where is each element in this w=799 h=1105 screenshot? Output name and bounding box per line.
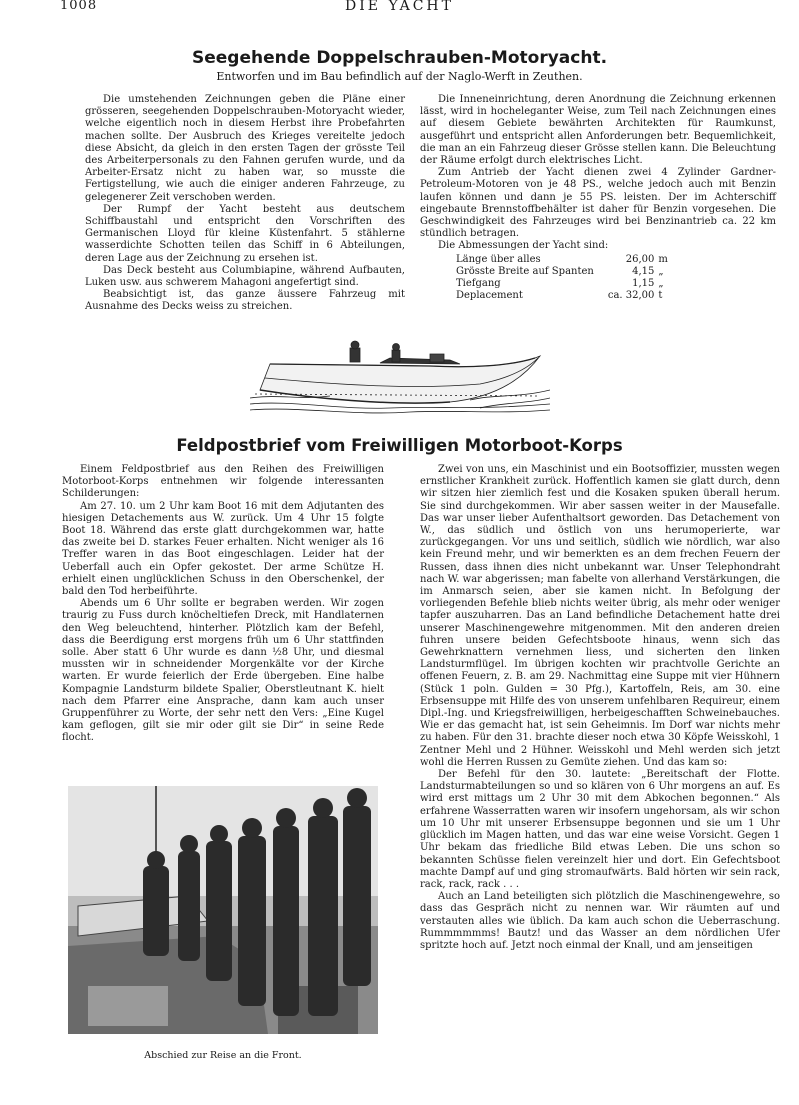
article1-column-left bbox=[85, 94, 405, 314]
paragraph: Am 27. 10. um 2 Uhr kam Boot 16 mit dem Adjutanten des hiesigen Detachements aus W. zurück. Um 4 Uhr 15 folgte Boot 18. Während das erste glatt durchgekommen war, hatte das zweite bei D. starkes Feuer erhalten. Nicht weniger als 16 Treffer waren in das Boot eingeschlagen. Leider hat der Ueberfall auch ein Opfer gekostet. Der arme Schütze H. erhielt einen unglücklichen Schuss in den Oberschenkel, der bald den Tod herbeiführte. bbox=[62, 500, 384, 598]
article2-title: Feldpostbrief vom Freiwilligen Motorboot-Korps bbox=[176, 436, 623, 455]
dimension-label: Tiefgang bbox=[456, 277, 501, 289]
dimension-unit: „ bbox=[658, 265, 664, 277]
dimension-row bbox=[456, 266, 668, 278]
paragraph: Der Rumpf der Yacht besteht aus deutschem Schiffbaustahl und entspricht den Vorschriften des Germanischen Lloyd für kleine Küstenfahrt. 5 stählerne wasserdichte Schotten teilen das Schiff in 6 Abteilungen, deren Lage aus der Zeichnung zu ersehen ist. bbox=[85, 203, 405, 264]
paragraph: Beabsichtigt ist, das ganze äussere Fahrzeug mit Ausnahme des Decks weiss zu streichen. bbox=[85, 289, 405, 313]
paragraph: Abends um 6 Uhr sollte er begraben werden. Wir zogen traurig zu Fuss durch knöcheltiefen Dreck, mit Handlaternen den Weg beleuchtend, hinterher. Plötzlich kam der Befehl, dass die Beerdigung erst morgens früh um 6 Uhr stattfinden solle. Aber statt 6 Uhr wurde es dann ½8 Uhr, und diesmal mussten wir in schneidender Morgenkälte vor der Kirche warten. Er wurde feierlich der Erde übergeben. Eine halbe Kompagnie Landsturm bildete Spalier, Oberstleutnant K. hielt nach dem Pfarrer eine Ansprache, dann kam auch unser Gruppenführer zu Worte, der sehr nett den Vers: „Eine Kugel kam geflogen, gilt sie mir oder gilt sie Dir“ in seine Rede flocht. bbox=[62, 598, 384, 744]
motorboat-illustration bbox=[250, 338, 550, 416]
dimension-label: Deplacement bbox=[456, 289, 523, 301]
dimension-row bbox=[456, 254, 668, 266]
dimension-row bbox=[456, 290, 668, 302]
article2-column-left bbox=[62, 464, 384, 745]
article2-column-right bbox=[420, 464, 780, 952]
dimension-value: 4,15 bbox=[632, 265, 655, 277]
soldiers-photo bbox=[68, 786, 378, 1034]
paragraph: Der Befehl für den 30. lautete: „Bereitschaft der Flotte. Landsturmabteilungen so und so klären von 6 Uhr morgens an auf. Es wird erst mittags um 2 Uhr 30 mit dem Abkochen begonnen.“ Als erfahrene Wasserratten waren wir insofern ungehorsam, als wir schon um 10 Uhr mit unserer Erbsensuppe begonnen und sie um 1 Uhr glücklich im Magen hatten, und das war eine weise Vorsicht. Gegen 1 Uhr bekam das friedliche Bild etwas Leben. Die uns schon so bekannten Schüsse fielen vereinzelt hier und dort. Ein Gefechtsboot machte Dampf auf und ging stromaufwärts. Bald hörten wir sein rack, rack, rack, rack . . . bbox=[420, 769, 780, 890]
dimension-unit: t bbox=[658, 289, 663, 301]
photo-caption: Abschied zur Reise an die Front. bbox=[144, 1050, 302, 1061]
dimension-label: Grösste Breite auf Spanten bbox=[456, 265, 594, 277]
dimension-label: Länge über alles bbox=[456, 253, 541, 265]
paragraph: Das Deck besteht aus Columbiapine, während Aufbauten, Luken usw. aus schwerem Mahagoni angefertigt sind. bbox=[85, 264, 405, 289]
paragraph: Einem Feldpostbrief aus den Reihen des Freiwilligen Motorboot-Korps entnehmen wir folgende interessanten Schilderungen: bbox=[62, 464, 384, 500]
dimension-value: 26,00 bbox=[625, 253, 655, 265]
article1-subtitle: Entworfen und im Bau befindlich auf der Naglo-Werft in Zeuthen. bbox=[216, 70, 583, 83]
dimension-value: 1,15 bbox=[632, 277, 655, 289]
article1-title: Seegehende Doppelschrauben-Motoryacht. bbox=[191, 48, 608, 68]
paragraph: Die umstehenden Zeichnungen geben die Pläne einer grösseren, seegehenden Doppelschrauben-Motoryacht wieder, welche eigentlich noch in diesem Herbst ihre Probefahrten machen sollte. Der Ausbruch des Krieges vereitelte jedoch diese Absicht, da gleich in den ersten Tagen der grösste Teil des Arbeiterpersonals zu den Fahnen gerufen wurde, und da Arbeiter-Ersatz nicht zu haben war, so musste die Fertigstellung, wie auch die einiger anderen Fahrzeuge, zu gelegenerer Zeit verschoben werden. bbox=[85, 94, 405, 203]
dimension-unit: m bbox=[658, 253, 668, 265]
paragraph: Die Abmessungen der Yacht sind: bbox=[438, 240, 609, 252]
paragraph: Die Inneneinrichtung, deren Anordnung die Zeichnung erkennen lässt, wird in hocheleganter Weise, zum Teil nach Zeichnungen eines auf diesem Gebiete bewährten Architekten für Raumkunst, ausgeführt und entspricht allen Anforderungen betr. Bequemlichkeit, die man an ein Fahrzeug dieser Grösse stellen kann. Die Beleuchtung der Räume erfolgt durch elektrisches Licht. bbox=[420, 94, 776, 167]
dimension-row bbox=[456, 278, 668, 290]
paragraph: Zum Antrieb der Yacht dienen zwei 4 Zylinder Gardner-Petroleum-Motoren von je 48 PS., welche jedoch auch mit Benzin laufen können und dann je 55 PS. leisten. Der im Achterschiff eingebaute Brennstoffbehälter ist daher für Benzin vorgesehen. Die Geschwindigkeit des Fahrzeuges wird bei Benzinantrieb ca. 22 km stündlich betragen. bbox=[420, 167, 776, 240]
dimension-value: ca. 32,00 bbox=[607, 289, 655, 301]
paragraph: Auch an Land beteiligten sich plötzlich die Maschinengewehre, so dass das Gespräch nicht zu nennen war. Wir räumten auf und verstauten alles wie üblich. Da kam auch schon die Ueberraschung. Rummmmmms! Bautz! und das Wasser an dem nördlichen Ufer spritzte hoch auf. Jetzt noch einmal der Knall, und am jenseitigen bbox=[420, 891, 780, 951]
page-number: 1008 bbox=[60, 0, 98, 13]
dimensions-table bbox=[456, 254, 776, 302]
dimension-unit: „ bbox=[658, 277, 664, 289]
running-head: DIE YACHT bbox=[345, 0, 454, 14]
article1-column-right bbox=[420, 94, 776, 302]
paragraph: Zwei von uns, ein Maschinist und ein Bootsoffizier, mussten wegen ernstlicher Krankheit zurück. Hoffentlich kamen sie glatt durch, denn wir sitzen hier ziemlich fest und die Kosaken spuken überall herum. Sie sind durchgekommen. Wir aber sassen weiter in der Mausefalle. Das war unser lieber Aufenthaltsort geworden. Das Detachement von W., das südlich und östlich von uns herumoperierte, war zurückgegangen. Vor uns und seitlich, südlich wie nördlich, war also kein Freund mehr, und wir bemerkten es an dem frechen Feuern der Russen, dass ihnen dies nicht unbekannt war. Unser Telephondraht nach W. war abgerissen; man fabelte von allerhand Verstärkungen, die im Anmarsch seien, aber sie kamen nicht. In Befolgung der vorliegenden Befehle blieb nichts weiter übrig, als mehr oder weniger tapfer auszuharren. Das an Land befindliche Detachement hatte drei unserer Maschinengewehre mitgenommen. Mit den anderen dreien fuhren unsere beiden Gefechtsboote hinaus, wenn sich das Gewehrknattern vernehmen liess, und sicherten den linken Landsturmflügel. Im übrigen kochten wir prachtvolle Gerichte an offenen Feuern, z. B. am 29. Nachmittag eine Suppe mit vier Hühnern (Stück 1 poln. Gulden = 30 Pfg.), Kartoffeln, Reis, am 30. eine Erbsensuppe mit Hilfe des von unserem unfehlbaren Requireur, einem Dipl.-Ing. und Kriegsfreiwilligen, herbeigeschafften Schweinebauches. Wie er das gemacht hat, ist sein Geheimnis. Im Dorf war nichts mehr zu haben. Für den 31. brachte dieser noch etwa 30 Köpfe Weisskohl, 1 Zentner Mehl und 2 Hühner. Weisskohl und Mehl werden sich jetzt wohl die Herren Russen zu Gemüte ziehen. Und das kam so: bbox=[420, 464, 780, 768]
